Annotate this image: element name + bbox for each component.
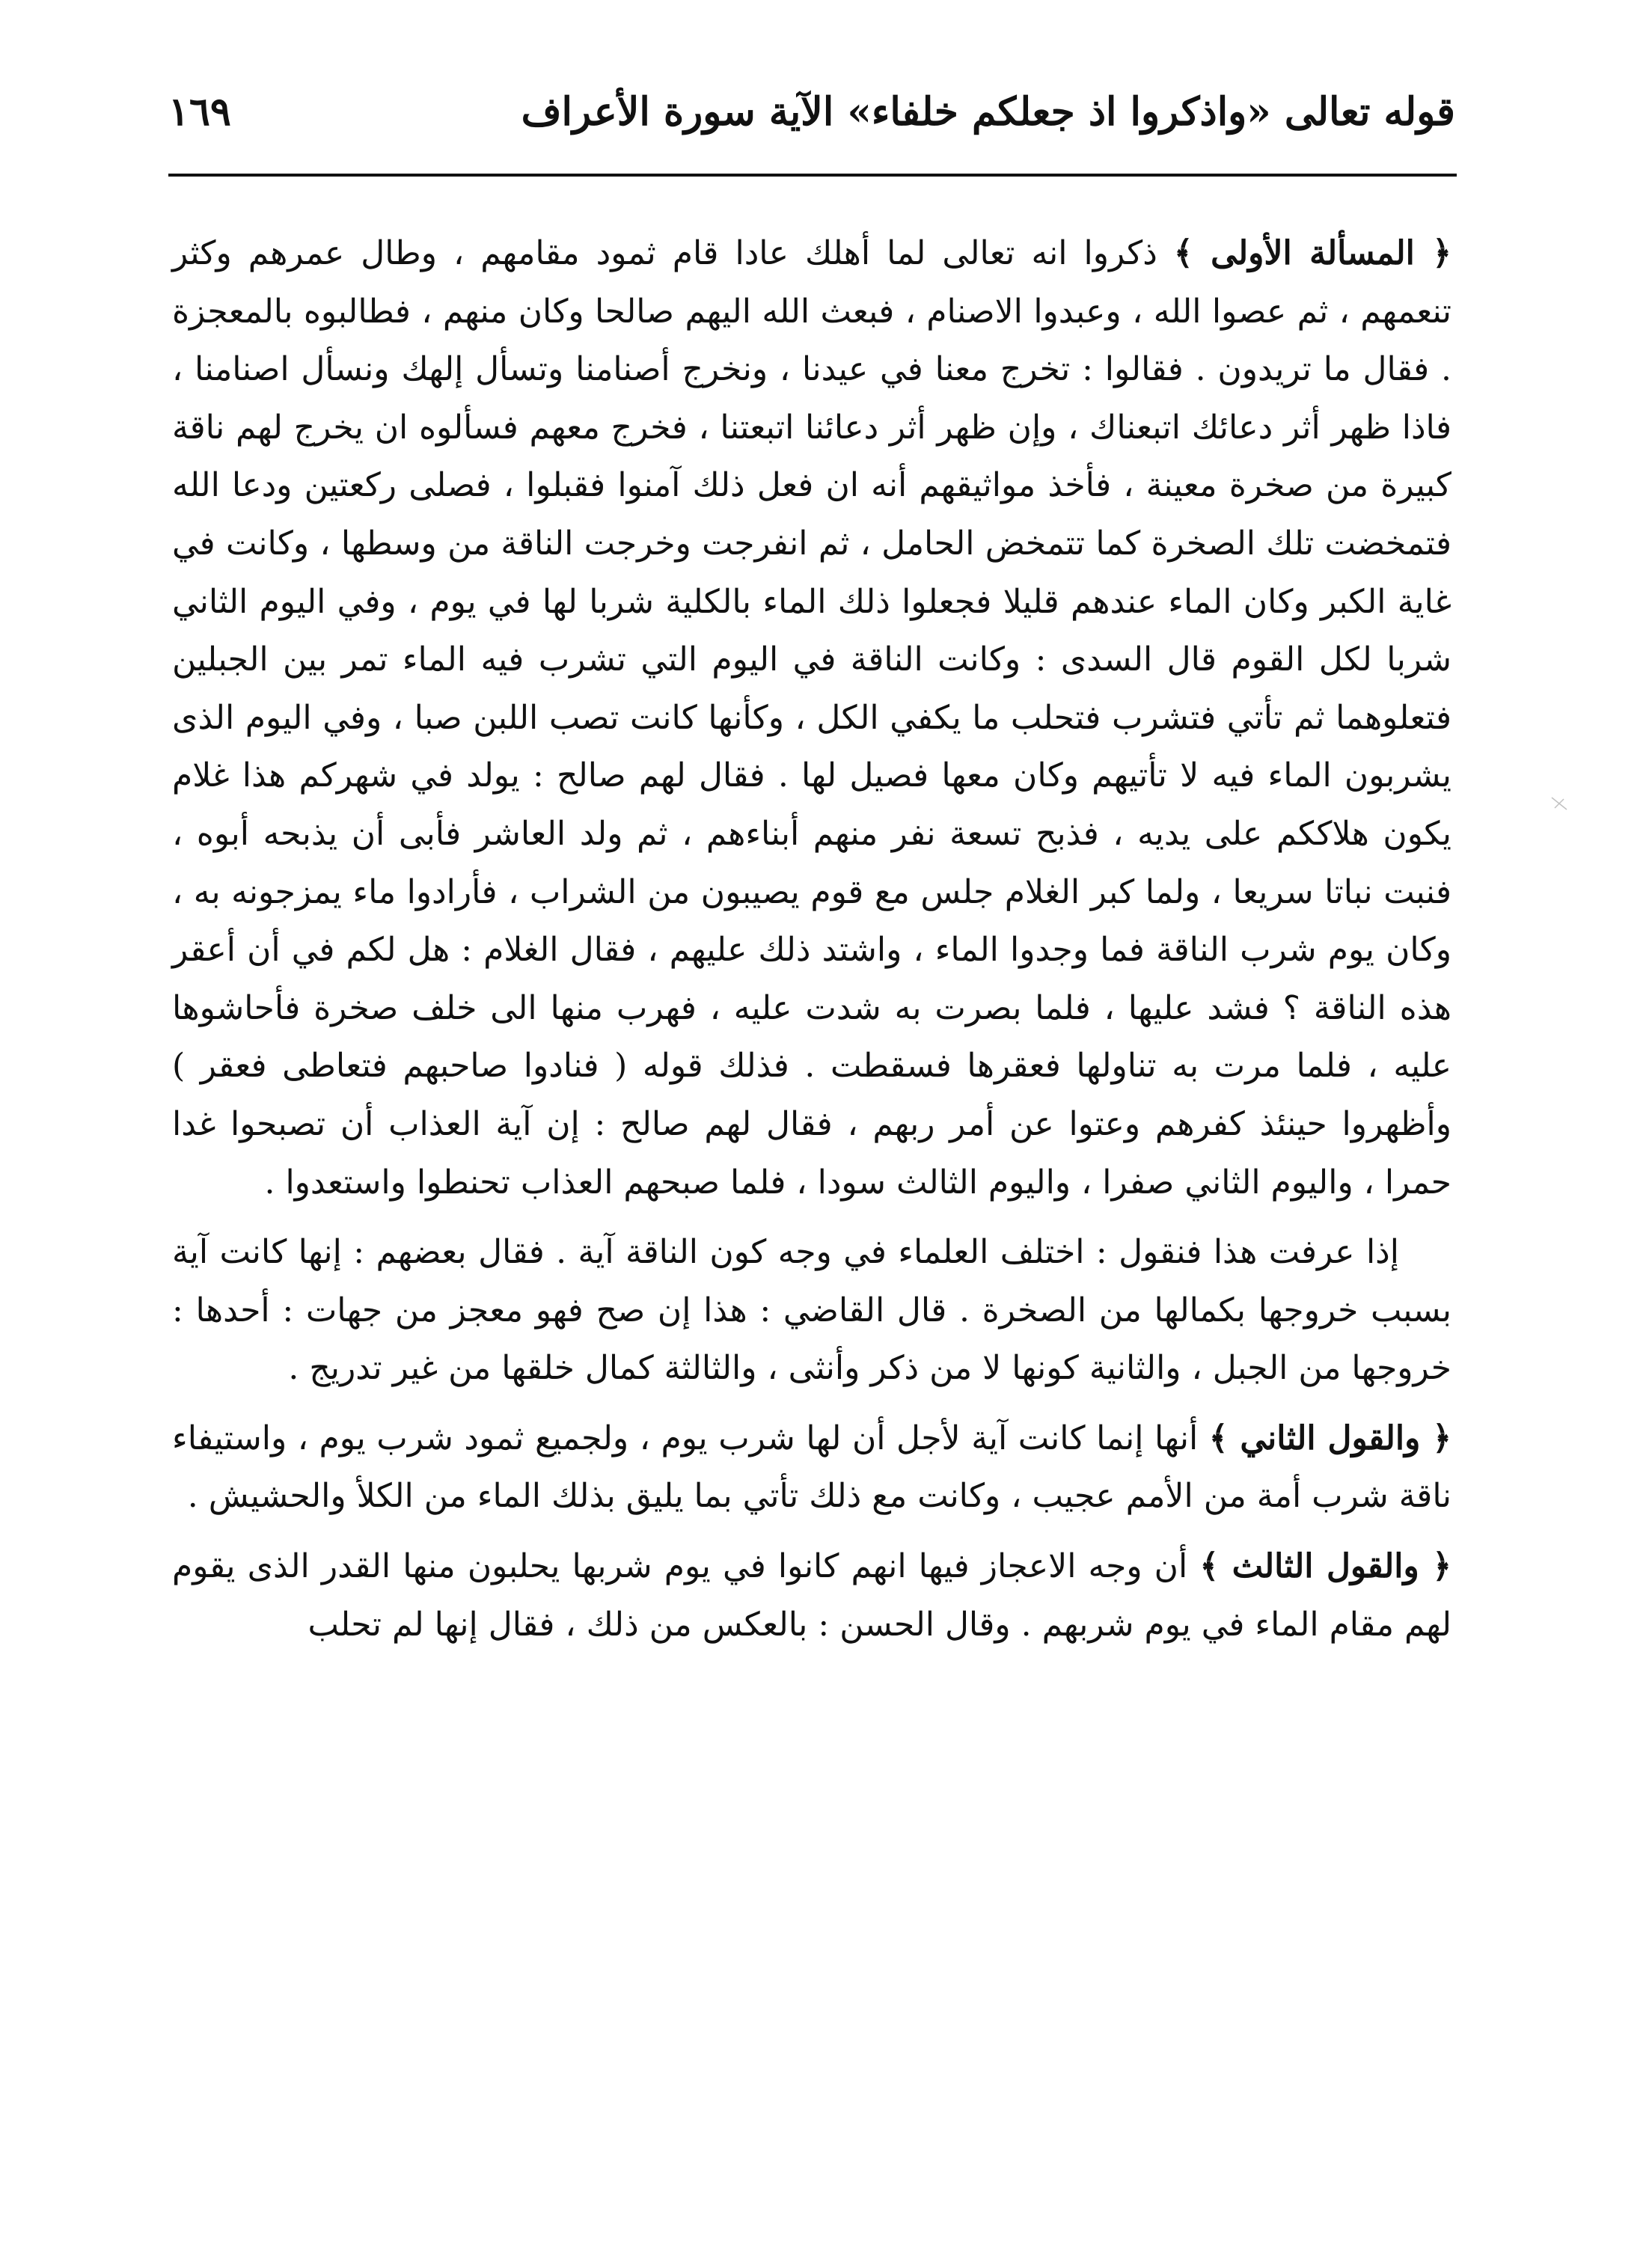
header-title: قوله تعالى «واذكروا اذ جعلكم خلفاء» الآية سورة الأعراف (521, 89, 1455, 135)
paragraph-4 (172, 1537, 1451, 1653)
paragraph-4-text: أن وجه الاعجاز فيها انهم كانوا في يوم شربها يحلبون منها القدر الذى يقوم لهم مقام الماء في يوم شربهم . وقال الحسن : بالعكس من ذلك ، فقال إنها لم تحلب (172, 1547, 1451, 1644)
paragraph-2-text: إذا عرفت هذا فنقول : اختلف العلماء في وجه كون الناقة آية . فقال بعضهم : إنها كانت آية بسبب خروجها بكمالها من الصخرة . قال القاضي : هذا إن صح فهو معجز من جهات : أحدها : خروجها من الجبل ، والثانية كونها لا من ذكر وأنثى ، والثالثة كمال خلقها من غير تدريج . (172, 1233, 1451, 1388)
paragraph-4-label: ﴿ والقول الثالث ﴾ (1199, 1547, 1452, 1586)
page-number: ١٦٩ (168, 89, 231, 135)
paragraph-1 (172, 224, 1451, 1211)
body-text (172, 224, 1451, 1665)
header-divider (168, 174, 1457, 177)
running-header (168, 71, 1455, 153)
paragraph-3-label: ﴿ والقول الثاني ﴾ (1208, 1419, 1451, 1457)
paragraph-3-text: أنها إنما كانت آية لأجل أن لها شرب يوم ، ولجميع ثمود شرب يوم ، واستيفاء ناقة شرب أمة من الأمم عجيب ، وكانت مع ذلك تأتي بما يليق بذلك الماء من الكلأ والحشيش . (172, 1419, 1451, 1516)
scan-speck-icon (1549, 793, 1570, 814)
paragraph-1-text: ذكروا انه تعالى لما أهلك عادا قام ثمود مقامهم ، وطال عمرهم وكثر تنعمهم ، ثم عصوا الله ، وعبدوا الاصنام ، فبعث الله اليهم صالحا وكان منهم ، فطالبوه بالمعجزة . فقال ما تريدون . فقالوا : تخرج معنا في عيدنا ، ونخرج أصنامنا وتسأل إلهك ونسأل اصنامنا ، فاذا ظهر أثر دعائك اتبعناك ، وإن ظهر أثر دعائنا اتبعتنا ، فخرج معهم فسألوه ان يخرج لهم ناقة كبيرة من صخرة معينة ، فأخذ مواثيقهم أنه ان فعل ذلك آمنوا فقبلوا ، فصلى ركعتين ودعا الله فتمخضت تلك الصخرة كما تتمخض الحامل ، ثم انفرجت وخرجت الناقة من وسطها ، وكانت في غاية الكبر وكان الماء عندهم قليلا فجعلوا ذلك الماء بالكلية شربا لها في يوم ، وفي اليوم الثاني شربا لكل القوم قال السدى : وكانت الناقة في اليوم التي تشرب فيه الماء تمر بين الجبلين فتعلوهما ثم تأتي فتشرب فتحلب ما يكفي الكل ، وكأنها كانت تصب اللبن صبا ، وفي اليوم الذى يشربون الماء فيه لا تأتيهم وكان معها فصيل لها . فقال لهم صالح : يولد في شهركم هذا غلام يكون هلاككم على يديه ، فذبح تسعة نفر منهم أبناءهم ، ثم ولد العاشر فأبى أن يذبحه أبوه ، فنبت نباتا سريعا ، ولما كبر الغلام جلس مع قوم يصيبون من الشراب ، فأرادوا ماء يمزجونه به ، وكان يوم شرب الناقة فما وجدوا الماء ، واشتد ذلك عليهم ، فقال الغلام : هل لكم في أن أعقر هذه الناقة ؟ فشد عليها ، فلما بصرت به شدت عليه ، فهرب منها الى خلف صخرة فأحاشوها عليه ، فلما مرت به تناولها فعقرها فسقطت . فذلك قوله ( فنادوا صاحبهم فتعاطى فعقر ) وأظهروا حينئذ كفرهم وعتوا عن أمر ربهم ، فقال لهم صالح : إن آية العذاب أن تصبحوا غدا حمرا ، واليوم الثاني صفرا ، واليوم الثالث سودا ، فلما صبحهم العذاب تحنطوا واستعدوا . (172, 234, 1451, 1202)
paragraph-2 (172, 1223, 1451, 1398)
paragraph-3 (172, 1410, 1451, 1526)
paragraph-1-label: ﴿ المسألة الأولى ﴾ (1173, 234, 1451, 272)
